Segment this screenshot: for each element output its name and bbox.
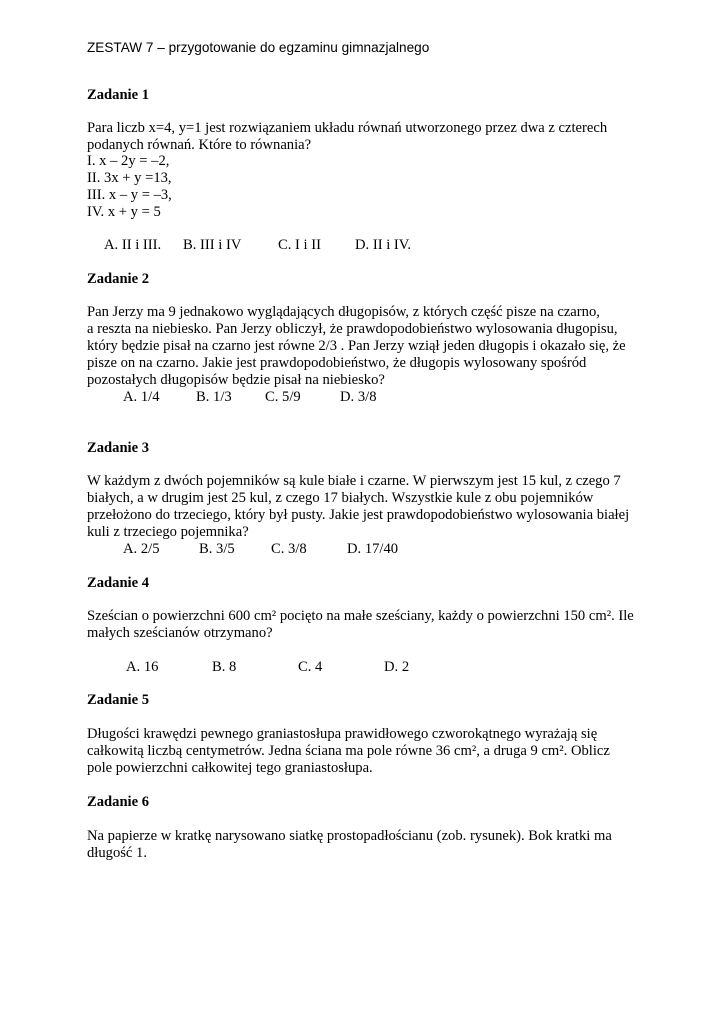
task-1-option-b: B. III i IV xyxy=(183,237,242,253)
task-4-option-b: B. 8 xyxy=(212,659,237,675)
task-6-line: Na papierze w kratkę narysowano siatkę prostopadłościanu (zob. rysunek). Bok kratki ma xyxy=(87,828,612,844)
task-3-line: przełożono do trzeciego, który był pusty. Jakie jest prawdopodobieństwo wylosowania białej xyxy=(87,507,630,523)
task-5-line: pole powierzchni całkowitej tego graniastosłupa. xyxy=(87,760,373,776)
task-4-line: małych sześcianów otrzymano? xyxy=(87,625,273,641)
task-4-option-c: C. 4 xyxy=(298,659,323,675)
task-1-equation-3: III. x – y = –3, xyxy=(87,187,172,203)
task-2-line: Pan Jerzy ma 9 jednakowo wyglądających długopisów, z których część pisze na czarno, xyxy=(87,304,600,320)
task-3-option-c: C. 3/8 xyxy=(271,541,307,557)
task-6-line: długość 1. xyxy=(87,845,147,861)
task-1-title: Zadanie 1 xyxy=(87,87,150,103)
task-2-line: który będzie pisał na czarno jest równe 2/3 . Pan Jerzy wziął jeden długopis i okazało się, że xyxy=(87,338,626,354)
task-3-line: W każdym z dwóch pojemników są kule białe i czarne. W pierwszym jest 15 kul, z czego 7 xyxy=(87,473,621,489)
task-2-line: a reszta na niebiesko. Pan Jerzy obliczył, że prawdopodobieństwo wylosowania długopisu, xyxy=(87,321,618,337)
task-5-title: Zadanie 5 xyxy=(87,692,150,708)
task-3-title: Zadanie 3 xyxy=(87,440,150,456)
task-3-option-b: B. 3/5 xyxy=(199,541,235,557)
task-3-option-a: A. 2/5 xyxy=(123,541,160,557)
task-1-line: Para liczb x=4, y=1 jest rozwiązaniem układu równań utworzonego przez dwa z czterech xyxy=(87,120,608,136)
task-4-option-a: A. 16 xyxy=(126,659,159,675)
task-3-option-d: D. 17/40 xyxy=(347,541,399,557)
task-4-option-d: D. 2 xyxy=(384,659,410,675)
task-1-equation-4: IV. x + y = 5 xyxy=(87,204,161,220)
task-1-equation-1: I. x – 2y = –2, xyxy=(87,153,170,169)
task-2-option-a: A. 1/4 xyxy=(123,389,160,405)
task-1-option-a: A. II i III. xyxy=(104,237,162,253)
task-4-title: Zadanie 4 xyxy=(87,575,150,591)
task-3-line: kuli z trzeciego pojemnika? xyxy=(87,524,249,540)
task-5-line: całkowitą liczbą centymetrów. Jedna ściana ma pole równe 36 cm², a druga 9 cm². Oblicz xyxy=(87,743,610,759)
task-1-option-c: C. I i II xyxy=(278,237,321,253)
task-6-title: Zadanie 6 xyxy=(87,794,150,810)
task-1-option-d: D. II i IV. xyxy=(355,237,412,253)
task-2-option-b: B. 1/3 xyxy=(196,389,232,405)
task-2-option-c: C. 5/9 xyxy=(265,389,301,405)
task-4-line: Sześcian o powierzchni 600 cm² pocięto na małe sześciany, każdy o powierzchni 150 cm². Ile xyxy=(87,608,634,624)
task-2-line: pisze on na czarno. Jakie jest prawdopodobieństwo, że długopis wylosowany spośród xyxy=(87,355,587,371)
task-2-title: Zadanie 2 xyxy=(87,271,150,287)
task-2-line: pozostałych długopisów będzie pisał na niebiesko? xyxy=(87,372,385,388)
task-3-line: białych, a w drugim jest 25 kul, z czego 17 białych. Wszystkie kule z obu pojemników xyxy=(87,490,594,506)
task-1-line: podanych równań. Które to równania? xyxy=(87,137,312,153)
task-5-line: Długości krawędzi pewnego graniastosłupa prawidłowego czworokątnego wyrażają się xyxy=(87,726,598,742)
task-2-option-d: D. 3/8 xyxy=(340,389,377,405)
page-header: ZESTAW 7 – przygotowanie do egzaminu gimnazjalnego xyxy=(87,40,430,55)
task-1-equation-2: II. 3x + y =13, xyxy=(87,170,172,186)
